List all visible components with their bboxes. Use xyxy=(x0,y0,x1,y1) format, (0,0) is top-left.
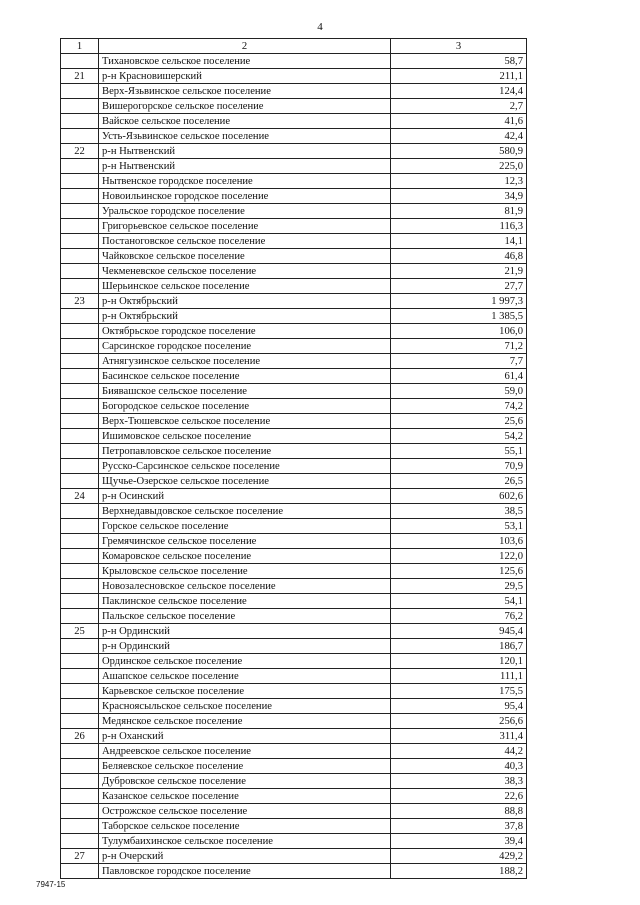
cell-number xyxy=(61,684,99,699)
table-row xyxy=(61,114,527,129)
cell-name: Вайское сельское поселение xyxy=(99,114,391,129)
cell-number xyxy=(61,264,99,279)
cell-value: 103,6 xyxy=(391,534,527,549)
table-row xyxy=(61,474,527,489)
cell-number xyxy=(61,429,99,444)
cell-name: Гремячинское сельское поселение xyxy=(99,534,391,549)
cell-value: 26,5 xyxy=(391,474,527,489)
cell-number: 27 xyxy=(61,849,99,864)
cell-value: 40,3 xyxy=(391,759,527,774)
table-row xyxy=(61,294,527,309)
cell-name: Острожское сельское поселение xyxy=(99,804,391,819)
cell-value: 111,1 xyxy=(391,669,527,684)
table-row xyxy=(61,609,527,624)
cell-number xyxy=(61,789,99,804)
cell-name: Чекменевское сельское поселение xyxy=(99,264,391,279)
table-row xyxy=(61,459,527,474)
cell-value: 175,5 xyxy=(391,684,527,699)
cell-value: 38,5 xyxy=(391,504,527,519)
table-row xyxy=(61,534,527,549)
cell-number xyxy=(61,369,99,384)
table-row xyxy=(61,369,527,384)
cell-number xyxy=(61,54,99,69)
cell-name: Тулумбаихинское сельское поселение xyxy=(99,834,391,849)
cell-number: 26 xyxy=(61,729,99,744)
cell-value: 311,4 xyxy=(391,729,527,744)
cell-name: р-н Осинский xyxy=(99,489,391,504)
table-row xyxy=(61,849,527,864)
cell-number xyxy=(61,699,99,714)
table-row xyxy=(61,264,527,279)
cell-number xyxy=(61,504,99,519)
cell-number: 21 xyxy=(61,69,99,84)
table-row xyxy=(61,519,527,534)
table-row xyxy=(61,504,527,519)
cell-number xyxy=(61,339,99,354)
table-row xyxy=(61,804,527,819)
cell-name: Таборское сельское поселение xyxy=(99,819,391,834)
cell-value: 1 385,5 xyxy=(391,309,527,324)
cell-number xyxy=(61,834,99,849)
table-row xyxy=(61,414,527,429)
cell-number xyxy=(61,474,99,489)
cell-number xyxy=(61,669,99,684)
cell-value: 59,0 xyxy=(391,384,527,399)
cell-number xyxy=(61,399,99,414)
cell-value: 95,4 xyxy=(391,699,527,714)
cell-name: Медянское сельское поселение xyxy=(99,714,391,729)
cell-number xyxy=(61,744,99,759)
cell-value: 580,9 xyxy=(391,144,527,159)
cell-number xyxy=(61,594,99,609)
cell-name: Шерьинское сельское поселение xyxy=(99,279,391,294)
cell-number xyxy=(61,234,99,249)
cell-name: Новоильинское городское поселение xyxy=(99,189,391,204)
table-row xyxy=(61,774,527,789)
column-header-number: 1 xyxy=(61,39,99,54)
table-row xyxy=(61,54,527,69)
cell-number: 25 xyxy=(61,624,99,639)
table-row xyxy=(61,339,527,354)
cell-number xyxy=(61,819,99,834)
cell-value: 61,4 xyxy=(391,369,527,384)
table-row xyxy=(61,819,527,834)
cell-value: 25,6 xyxy=(391,414,527,429)
column-header-name: 2 xyxy=(99,39,391,54)
cell-name: Нытвенское городское поселение xyxy=(99,174,391,189)
cell-value: 39,4 xyxy=(391,834,527,849)
cell-name: Ашапское сельское поселение xyxy=(99,669,391,684)
cell-number xyxy=(61,459,99,474)
table-row xyxy=(61,384,527,399)
cell-value: 29,5 xyxy=(391,579,527,594)
table-row xyxy=(61,549,527,564)
cell-value: 70,9 xyxy=(391,459,527,474)
cell-name: р-н Очерский xyxy=(99,849,391,864)
cell-name: Петропавловское сельское поселение xyxy=(99,444,391,459)
table-row xyxy=(61,579,527,594)
table-row xyxy=(61,219,527,234)
cell-name: р-н Ординский xyxy=(99,624,391,639)
table-row xyxy=(61,759,527,774)
cell-value: 41,6 xyxy=(391,114,527,129)
cell-value: 44,2 xyxy=(391,744,527,759)
cell-number: 23 xyxy=(61,294,99,309)
cell-name: Верх-Тюшевское сельское поселение xyxy=(99,414,391,429)
cell-value: 53,1 xyxy=(391,519,527,534)
cell-name: Ординское сельское поселение xyxy=(99,654,391,669)
cell-name: р-н Октябрьский xyxy=(99,309,391,324)
table-row xyxy=(61,639,527,654)
cell-value: 106,0 xyxy=(391,324,527,339)
cell-value: 88,8 xyxy=(391,804,527,819)
table-row xyxy=(61,624,527,639)
cell-value: 58,7 xyxy=(391,54,527,69)
cell-value: 22,6 xyxy=(391,789,527,804)
table-row xyxy=(61,309,527,324)
cell-number xyxy=(61,219,99,234)
cell-name: Атнягузинское сельское поселение xyxy=(99,354,391,369)
cell-name: Казанское сельское поселение xyxy=(99,789,391,804)
cell-number xyxy=(61,159,99,174)
cell-number xyxy=(61,414,99,429)
cell-number xyxy=(61,579,99,594)
cell-value: 34,9 xyxy=(391,189,527,204)
cell-name: Русско-Сарсинское сельское поселение xyxy=(99,459,391,474)
cell-value: 125,6 xyxy=(391,564,527,579)
cell-number xyxy=(61,114,99,129)
cell-name: Григорьевское сельское поселение xyxy=(99,219,391,234)
cell-number xyxy=(61,774,99,789)
table-row xyxy=(61,234,527,249)
cell-number xyxy=(61,609,99,624)
cell-number xyxy=(61,204,99,219)
cell-name: р-н Оханский xyxy=(99,729,391,744)
cell-value: 256,6 xyxy=(391,714,527,729)
cell-number xyxy=(61,189,99,204)
cell-name: Постаноговское сельское поселение xyxy=(99,234,391,249)
cell-number xyxy=(61,309,99,324)
table-row xyxy=(61,249,527,264)
cell-name: Новозалесновское сельское поселение xyxy=(99,579,391,594)
cell-number xyxy=(61,99,99,114)
cell-number xyxy=(61,249,99,264)
cell-value: 945,4 xyxy=(391,624,527,639)
cell-number xyxy=(61,174,99,189)
cell-value: 74,2 xyxy=(391,399,527,414)
cell-name: Верх-Язьвинское сельское поселение xyxy=(99,84,391,99)
cell-value: 54,1 xyxy=(391,594,527,609)
cell-name: р-н Нытвенский xyxy=(99,144,391,159)
cell-number xyxy=(61,279,99,294)
cell-number: 22 xyxy=(61,144,99,159)
cell-number xyxy=(61,864,99,879)
cell-name: Вишерогорское сельское поселение xyxy=(99,99,391,114)
cell-value: 2,7 xyxy=(391,99,527,114)
page-number: 4 xyxy=(317,21,323,33)
table-row xyxy=(61,354,527,369)
cell-number xyxy=(61,759,99,774)
table-row xyxy=(61,654,527,669)
cell-value: 429,2 xyxy=(391,849,527,864)
cell-name: р-н Красновишерский xyxy=(99,69,391,84)
table-row xyxy=(61,189,527,204)
cell-name: Пальское сельское поселение xyxy=(99,609,391,624)
cell-name: Горское сельское поселение xyxy=(99,519,391,534)
cell-name: Сарсинское городское поселение xyxy=(99,339,391,354)
table-row xyxy=(61,144,527,159)
cell-value: 7,7 xyxy=(391,354,527,369)
table-row xyxy=(61,834,527,849)
cell-number xyxy=(61,654,99,669)
cell-value: 76,2 xyxy=(391,609,527,624)
cell-value: 54,2 xyxy=(391,429,527,444)
cell-name: Щучье-Озерское сельское поселение xyxy=(99,474,391,489)
cell-value: 55,1 xyxy=(391,444,527,459)
cell-number xyxy=(61,324,99,339)
table-row xyxy=(61,669,527,684)
cell-number: 24 xyxy=(61,489,99,504)
cell-number xyxy=(61,639,99,654)
table-row xyxy=(61,489,527,504)
cell-name: Паклинское сельское поселение xyxy=(99,594,391,609)
table-row xyxy=(61,84,527,99)
cell-value: 81,9 xyxy=(391,204,527,219)
table-row xyxy=(61,594,527,609)
cell-value: 122,0 xyxy=(391,549,527,564)
table-row xyxy=(61,699,527,714)
table-row xyxy=(61,789,527,804)
cell-value: 27,7 xyxy=(391,279,527,294)
cell-value: 14,1 xyxy=(391,234,527,249)
cell-name: р-н Нытвенский xyxy=(99,159,391,174)
cell-name: Усть-Язьвинское сельское поселение xyxy=(99,129,391,144)
cell-value: 120,1 xyxy=(391,654,527,669)
cell-name: Павловское городское поселение xyxy=(99,864,391,879)
table-row xyxy=(61,324,527,339)
table-row xyxy=(61,159,527,174)
cell-value: 38,3 xyxy=(391,774,527,789)
cell-value: 116,3 xyxy=(391,219,527,234)
cell-number xyxy=(61,804,99,819)
cell-number xyxy=(61,444,99,459)
table-row xyxy=(61,714,527,729)
table-row xyxy=(61,444,527,459)
cell-name: Уральское городское поселение xyxy=(99,204,391,219)
cell-name: Биявашское сельское поселение xyxy=(99,384,391,399)
cell-name: Беляевское сельское поселение xyxy=(99,759,391,774)
cell-value: 124,4 xyxy=(391,84,527,99)
table-row xyxy=(61,129,527,144)
table-row xyxy=(61,399,527,414)
table-row xyxy=(61,174,527,189)
cell-name: Комаровское сельское поселение xyxy=(99,549,391,564)
column-header-value: 3 xyxy=(391,39,527,54)
cell-number xyxy=(61,714,99,729)
table-row xyxy=(61,744,527,759)
table-header-row xyxy=(61,39,527,54)
data-table xyxy=(60,38,527,879)
table-row xyxy=(61,429,527,444)
cell-name: Красноясыльское сельское поселение xyxy=(99,699,391,714)
table-row xyxy=(61,864,527,879)
cell-value: 225,0 xyxy=(391,159,527,174)
table-row xyxy=(61,69,527,84)
cell-name: р-н Ординский xyxy=(99,639,391,654)
cell-number xyxy=(61,84,99,99)
cell-name: Ишимовское сельское поселение xyxy=(99,429,391,444)
cell-value: 188,2 xyxy=(391,864,527,879)
cell-name: Крыловское сельское поселение xyxy=(99,564,391,579)
cell-value: 71,2 xyxy=(391,339,527,354)
cell-name: Андреевское сельское поселение xyxy=(99,744,391,759)
cell-value: 1 997,3 xyxy=(391,294,527,309)
table-row xyxy=(61,204,527,219)
cell-value: 602,6 xyxy=(391,489,527,504)
cell-number xyxy=(61,564,99,579)
cell-name: Карьевское сельское поселение xyxy=(99,684,391,699)
cell-number xyxy=(61,549,99,564)
cell-value: 21,9 xyxy=(391,264,527,279)
cell-number xyxy=(61,384,99,399)
cell-name: Басинское сельское поселение xyxy=(99,369,391,384)
cell-value: 46,8 xyxy=(391,249,527,264)
cell-name: Октябрьское городское поселение xyxy=(99,324,391,339)
cell-name: Богородское сельское поселение xyxy=(99,399,391,414)
cell-value: 186,7 xyxy=(391,639,527,654)
cell-name: Верхнедавыдовское сельское поселение xyxy=(99,504,391,519)
cell-number xyxy=(61,354,99,369)
cell-value: 37,8 xyxy=(391,819,527,834)
cell-value: 12,3 xyxy=(391,174,527,189)
cell-number xyxy=(61,534,99,549)
table-row xyxy=(61,99,527,114)
table-row xyxy=(61,729,527,744)
table-row xyxy=(61,684,527,699)
cell-name: р-н Октябрьский xyxy=(99,294,391,309)
table-row xyxy=(61,279,527,294)
cell-number xyxy=(61,519,99,534)
cell-value: 211,1 xyxy=(391,69,527,84)
cell-name: Дубровское сельское поселение xyxy=(99,774,391,789)
cell-number xyxy=(61,129,99,144)
table-row xyxy=(61,564,527,579)
footer-document-code: 7947-15 xyxy=(36,880,66,889)
cell-value: 42,4 xyxy=(391,129,527,144)
cell-name: Тихановское сельское поселение xyxy=(99,54,391,69)
cell-name: Чайковское сельское поселение xyxy=(99,249,391,264)
